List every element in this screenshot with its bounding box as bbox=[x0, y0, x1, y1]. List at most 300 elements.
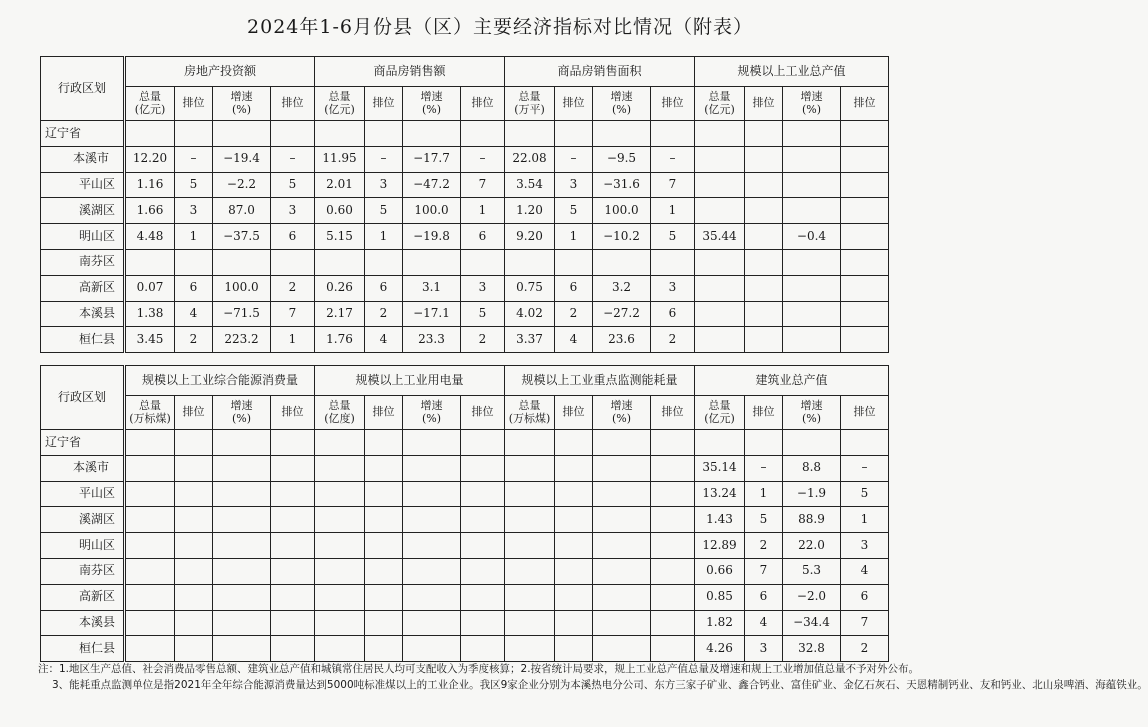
value-cell bbox=[175, 455, 213, 481]
value-cell: 32.8 bbox=[783, 636, 841, 662]
value-cell bbox=[841, 172, 889, 198]
value-cell: – bbox=[745, 455, 783, 481]
value-cell bbox=[271, 249, 315, 275]
value-cell bbox=[695, 121, 745, 147]
value-cell bbox=[651, 455, 695, 481]
value-cell: 1 bbox=[555, 224, 593, 250]
value-cell bbox=[505, 610, 555, 636]
table-row bbox=[41, 172, 889, 198]
value-cell bbox=[695, 430, 745, 456]
column-header-line: 总量 bbox=[139, 398, 161, 412]
column-header-line: 排位 bbox=[562, 405, 585, 419]
value-cell: −37.5 bbox=[213, 224, 271, 250]
value-cell bbox=[125, 249, 175, 275]
section-header: 建筑业总产值 bbox=[695, 366, 889, 396]
value-cell: – bbox=[461, 146, 505, 172]
value-cell: 0.66 bbox=[695, 558, 745, 584]
column-header-line: 排位 bbox=[471, 405, 494, 419]
value-cell: 3.54 bbox=[505, 172, 555, 198]
value-cell bbox=[505, 430, 555, 456]
value-cell: 6 bbox=[745, 584, 783, 610]
value-cell bbox=[555, 507, 593, 533]
value-cell bbox=[505, 455, 555, 481]
column-header-line: 增速 bbox=[420, 89, 443, 103]
column-header-line: (%) bbox=[611, 102, 632, 116]
column-header-line: 增速 bbox=[610, 398, 633, 412]
column-header-line: 排位 bbox=[752, 96, 775, 110]
column-header-line: 排位 bbox=[182, 96, 205, 110]
column-header-line: 总量 bbox=[139, 89, 161, 103]
column-header-line: (亿度) bbox=[324, 411, 355, 425]
column-header bbox=[651, 87, 695, 121]
value-cell bbox=[403, 507, 461, 533]
value-cell bbox=[213, 558, 271, 584]
value-cell: 2 bbox=[555, 301, 593, 327]
column-header-line: 增速 bbox=[610, 89, 633, 103]
column-header-line: 排位 bbox=[281, 405, 304, 419]
value-cell bbox=[365, 610, 403, 636]
value-cell bbox=[271, 430, 315, 456]
value-cell bbox=[213, 249, 271, 275]
column-header bbox=[841, 87, 889, 121]
value-cell: 3.1 bbox=[403, 275, 461, 301]
value-cell: 1 bbox=[841, 507, 889, 533]
value-cell bbox=[403, 481, 461, 507]
section-header: 商品房销售面积 bbox=[505, 57, 695, 87]
column-header-line: 总量 bbox=[518, 398, 541, 412]
value-cell: 6 bbox=[841, 584, 889, 610]
value-cell: 4 bbox=[745, 610, 783, 636]
column-header-line: 总量 bbox=[328, 89, 351, 103]
column-header-line: 增速 bbox=[800, 89, 823, 103]
value-cell: 6 bbox=[271, 224, 315, 250]
region-cell: 桓仁县 bbox=[41, 327, 125, 353]
column-header-line: 增速 bbox=[230, 398, 253, 412]
value-cell: 4 bbox=[175, 301, 213, 327]
value-cell: 0.60 bbox=[315, 198, 365, 224]
value-cell bbox=[841, 327, 889, 353]
value-cell bbox=[841, 301, 889, 327]
value-cell bbox=[213, 430, 271, 456]
value-cell bbox=[403, 533, 461, 559]
value-cell bbox=[125, 507, 175, 533]
value-cell bbox=[651, 636, 695, 662]
value-cell bbox=[213, 455, 271, 481]
value-cell: 0.85 bbox=[695, 584, 745, 610]
value-cell: – bbox=[271, 146, 315, 172]
value-cell bbox=[125, 584, 175, 610]
value-cell bbox=[403, 430, 461, 456]
value-cell: 2 bbox=[461, 327, 505, 353]
value-cell bbox=[271, 584, 315, 610]
column-header bbox=[125, 87, 175, 121]
value-cell bbox=[315, 121, 365, 147]
value-cell bbox=[593, 558, 651, 584]
value-cell bbox=[745, 172, 783, 198]
value-cell bbox=[461, 481, 505, 507]
value-cell: 1.76 bbox=[315, 327, 365, 353]
region-cell: 本溪市 bbox=[41, 455, 125, 481]
value-cell bbox=[315, 533, 365, 559]
column-header bbox=[213, 396, 271, 430]
region-header: 行政区划 bbox=[41, 366, 125, 430]
value-cell: 5 bbox=[651, 224, 695, 250]
value-cell bbox=[365, 533, 403, 559]
column-header-line: (%) bbox=[801, 102, 822, 116]
value-cell: 1.43 bbox=[695, 507, 745, 533]
value-cell bbox=[695, 146, 745, 172]
value-cell: 2 bbox=[365, 301, 403, 327]
value-cell: 3 bbox=[175, 198, 213, 224]
value-cell bbox=[593, 430, 651, 456]
value-cell: 13.24 bbox=[695, 481, 745, 507]
value-cell: 1.16 bbox=[125, 172, 175, 198]
region-cell: 桓仁县 bbox=[41, 636, 125, 662]
value-cell: 2 bbox=[745, 533, 783, 559]
value-cell bbox=[403, 455, 461, 481]
value-cell: 4 bbox=[841, 558, 889, 584]
column-header-line: 总量 bbox=[328, 398, 351, 412]
footnotes bbox=[38, 661, 1148, 693]
value-cell bbox=[271, 533, 315, 559]
value-cell: 5 bbox=[745, 507, 783, 533]
value-cell: −1.9 bbox=[783, 481, 841, 507]
value-cell bbox=[315, 610, 365, 636]
value-cell: 5 bbox=[175, 172, 213, 198]
region-cell: 辽宁省 bbox=[41, 121, 125, 147]
value-cell: −31.6 bbox=[593, 172, 651, 198]
value-cell bbox=[315, 558, 365, 584]
table-row bbox=[41, 327, 889, 353]
value-cell: 100.0 bbox=[213, 275, 271, 301]
value-cell: 100.0 bbox=[403, 198, 461, 224]
value-cell: −17.1 bbox=[403, 301, 461, 327]
value-cell: – bbox=[365, 146, 403, 172]
value-cell bbox=[745, 146, 783, 172]
value-cell bbox=[783, 249, 841, 275]
value-cell bbox=[213, 121, 271, 147]
value-cell bbox=[365, 455, 403, 481]
table-row bbox=[41, 275, 889, 301]
value-cell bbox=[505, 533, 555, 559]
column-header bbox=[315, 396, 365, 430]
value-cell bbox=[841, 198, 889, 224]
value-cell bbox=[271, 610, 315, 636]
column-header-line: 排位 bbox=[661, 405, 684, 419]
value-cell bbox=[783, 327, 841, 353]
value-cell: 3 bbox=[745, 636, 783, 662]
column-header-line: (%) bbox=[801, 411, 822, 425]
column-header-line: 排位 bbox=[372, 405, 395, 419]
value-cell bbox=[783, 198, 841, 224]
value-cell bbox=[125, 430, 175, 456]
column-header-line: 排位 bbox=[471, 96, 494, 110]
value-cell bbox=[555, 481, 593, 507]
value-cell bbox=[461, 533, 505, 559]
column-header-line: 排位 bbox=[372, 96, 395, 110]
value-cell bbox=[175, 636, 213, 662]
value-cell: 2 bbox=[841, 636, 889, 662]
column-header-line: (%) bbox=[421, 411, 442, 425]
column-header-line: 排位 bbox=[562, 96, 585, 110]
value-cell bbox=[315, 481, 365, 507]
value-cell: 0.75 bbox=[505, 275, 555, 301]
value-cell bbox=[593, 507, 651, 533]
value-cell bbox=[745, 301, 783, 327]
value-cell: 23.3 bbox=[403, 327, 461, 353]
value-cell: 1 bbox=[461, 198, 505, 224]
page-title: 2024年1-6月份县（区）主要经济指标对比情况（附表） bbox=[247, 16, 753, 38]
value-cell bbox=[695, 249, 745, 275]
value-cell bbox=[593, 121, 651, 147]
table-row bbox=[41, 301, 889, 327]
value-cell bbox=[403, 610, 461, 636]
region-cell: 本溪县 bbox=[41, 610, 125, 636]
column-header-line: (%) bbox=[231, 411, 252, 425]
table-row bbox=[41, 610, 889, 636]
value-cell bbox=[841, 146, 889, 172]
table-row bbox=[41, 249, 889, 275]
value-cell: 35.44 bbox=[695, 224, 745, 250]
value-cell bbox=[175, 481, 213, 507]
value-cell bbox=[315, 584, 365, 610]
value-cell: 4 bbox=[555, 327, 593, 353]
value-cell bbox=[403, 636, 461, 662]
table-row bbox=[41, 198, 889, 224]
value-cell bbox=[403, 121, 461, 147]
value-cell bbox=[461, 430, 505, 456]
column-header bbox=[651, 396, 695, 430]
region-cell: 本溪市 bbox=[41, 146, 125, 172]
column-header bbox=[403, 87, 461, 121]
column-header bbox=[593, 87, 651, 121]
value-cell bbox=[593, 481, 651, 507]
table-row bbox=[41, 224, 889, 250]
value-cell bbox=[213, 481, 271, 507]
column-header-line: 总量 bbox=[708, 89, 731, 103]
value-cell bbox=[651, 610, 695, 636]
value-cell: −0.4 bbox=[783, 224, 841, 250]
value-cell bbox=[213, 610, 271, 636]
value-cell: 6 bbox=[555, 275, 593, 301]
value-cell: 88.9 bbox=[783, 507, 841, 533]
value-cell bbox=[505, 481, 555, 507]
region-cell: 平山区 bbox=[41, 481, 125, 507]
region-cell: 高新区 bbox=[41, 275, 125, 301]
value-cell bbox=[271, 507, 315, 533]
section-header: 规模以上工业综合能源消费量 bbox=[125, 366, 315, 396]
column-header-line: 排位 bbox=[661, 96, 684, 110]
value-cell bbox=[461, 558, 505, 584]
value-cell bbox=[365, 249, 403, 275]
value-cell bbox=[783, 146, 841, 172]
value-cell bbox=[841, 121, 889, 147]
column-header-line: 排位 bbox=[853, 405, 876, 419]
value-cell bbox=[175, 430, 213, 456]
value-cell: 23.6 bbox=[593, 327, 651, 353]
value-cell bbox=[125, 455, 175, 481]
value-cell bbox=[555, 636, 593, 662]
region-cell: 溪湖区 bbox=[41, 198, 125, 224]
value-cell bbox=[745, 249, 783, 275]
value-cell bbox=[593, 584, 651, 610]
value-cell bbox=[593, 610, 651, 636]
value-cell: 5 bbox=[461, 301, 505, 327]
value-cell bbox=[695, 198, 745, 224]
column-header-line: 总量 bbox=[708, 398, 731, 412]
value-cell: −9.5 bbox=[593, 146, 651, 172]
value-cell bbox=[505, 507, 555, 533]
value-cell bbox=[745, 224, 783, 250]
section-header: 规模以上工业总产值 bbox=[695, 57, 889, 87]
value-cell: 3 bbox=[555, 172, 593, 198]
column-header-line: 排位 bbox=[182, 405, 205, 419]
column-header bbox=[365, 396, 403, 430]
column-header-line: 增速 bbox=[230, 89, 253, 103]
value-cell bbox=[555, 558, 593, 584]
value-cell bbox=[175, 533, 213, 559]
value-cell bbox=[213, 584, 271, 610]
region-cell: 南芬区 bbox=[41, 558, 125, 584]
value-cell: 12.20 bbox=[125, 146, 175, 172]
value-cell bbox=[841, 275, 889, 301]
value-cell bbox=[651, 533, 695, 559]
value-cell: 22.0 bbox=[783, 533, 841, 559]
value-cell: 1.20 bbox=[505, 198, 555, 224]
region-cell: 明山区 bbox=[41, 224, 125, 250]
value-cell bbox=[651, 121, 695, 147]
value-cell: 6 bbox=[461, 224, 505, 250]
value-cell bbox=[745, 430, 783, 456]
value-cell bbox=[783, 121, 841, 147]
value-cell bbox=[651, 430, 695, 456]
table-row bbox=[41, 507, 889, 533]
value-cell: 7 bbox=[271, 301, 315, 327]
value-cell: −47.2 bbox=[403, 172, 461, 198]
column-header-line: (%) bbox=[421, 102, 442, 116]
value-cell bbox=[461, 455, 505, 481]
region-header: 行政区划 bbox=[41, 57, 125, 121]
region-cell: 平山区 bbox=[41, 172, 125, 198]
value-cell bbox=[315, 636, 365, 662]
value-cell: 22.08 bbox=[505, 146, 555, 172]
value-cell: 1 bbox=[271, 327, 315, 353]
value-cell bbox=[125, 610, 175, 636]
column-header bbox=[365, 87, 403, 121]
column-header-line: (万标煤) bbox=[129, 411, 171, 425]
value-cell: 5 bbox=[365, 198, 403, 224]
value-cell bbox=[555, 533, 593, 559]
value-cell bbox=[461, 249, 505, 275]
value-cell bbox=[403, 249, 461, 275]
value-cell bbox=[365, 121, 403, 147]
value-cell bbox=[555, 455, 593, 481]
value-cell: 3 bbox=[841, 533, 889, 559]
value-cell: 3.2 bbox=[593, 275, 651, 301]
value-cell bbox=[175, 121, 213, 147]
value-cell bbox=[745, 327, 783, 353]
column-header bbox=[125, 396, 175, 430]
value-cell bbox=[593, 249, 651, 275]
value-cell bbox=[505, 558, 555, 584]
value-cell: 3 bbox=[271, 198, 315, 224]
value-cell bbox=[783, 275, 841, 301]
section-header: 商品房销售额 bbox=[315, 57, 505, 87]
table-row bbox=[41, 636, 889, 662]
value-cell: 4.48 bbox=[125, 224, 175, 250]
value-cell bbox=[555, 430, 593, 456]
value-cell bbox=[505, 249, 555, 275]
value-cell bbox=[651, 507, 695, 533]
value-cell: 8.8 bbox=[783, 455, 841, 481]
column-header bbox=[175, 87, 213, 121]
value-cell bbox=[271, 636, 315, 662]
value-cell bbox=[365, 636, 403, 662]
region-cell: 明山区 bbox=[41, 533, 125, 559]
value-cell bbox=[271, 481, 315, 507]
value-cell bbox=[593, 533, 651, 559]
value-cell: 7 bbox=[745, 558, 783, 584]
value-cell bbox=[461, 610, 505, 636]
value-cell bbox=[365, 430, 403, 456]
table-row bbox=[41, 121, 889, 147]
value-cell bbox=[315, 249, 365, 275]
value-cell bbox=[365, 584, 403, 610]
column-header-line: (亿元) bbox=[704, 102, 735, 116]
value-cell bbox=[783, 301, 841, 327]
value-cell: 4.02 bbox=[505, 301, 555, 327]
value-cell: 7 bbox=[461, 172, 505, 198]
value-cell: 3 bbox=[651, 275, 695, 301]
value-cell bbox=[271, 455, 315, 481]
value-cell: 12.89 bbox=[695, 533, 745, 559]
column-header bbox=[695, 396, 745, 430]
column-header bbox=[271, 396, 315, 430]
value-cell bbox=[403, 558, 461, 584]
column-header-line: (亿元) bbox=[704, 411, 735, 425]
footnote-1: 注：1.地区生产总值、社会消费品零售总额、建筑业总产值和城镇常住居民人均可支配收入为季度核算；2.按省统计局要求，规上工业总产值总量及增速和规上工业增加值总量不予对外公布。 bbox=[38, 663, 920, 675]
value-cell: 35.14 bbox=[695, 455, 745, 481]
value-cell: – bbox=[555, 146, 593, 172]
value-cell bbox=[271, 121, 315, 147]
column-header-line: (亿元) bbox=[134, 102, 166, 116]
value-cell: 3 bbox=[365, 172, 403, 198]
value-cell bbox=[695, 301, 745, 327]
value-cell: 9.20 bbox=[505, 224, 555, 250]
table-row bbox=[41, 455, 889, 481]
table-row bbox=[41, 481, 889, 507]
value-cell: 5.15 bbox=[315, 224, 365, 250]
region-cell: 本溪县 bbox=[41, 301, 125, 327]
value-cell: −71.5 bbox=[213, 301, 271, 327]
value-cell bbox=[461, 636, 505, 662]
value-cell bbox=[695, 172, 745, 198]
column-header bbox=[461, 87, 505, 121]
value-cell bbox=[125, 481, 175, 507]
value-cell: 1.66 bbox=[125, 198, 175, 224]
value-cell bbox=[213, 636, 271, 662]
column-header-line: 排位 bbox=[752, 405, 775, 419]
value-cell bbox=[651, 584, 695, 610]
value-cell bbox=[783, 172, 841, 198]
value-cell bbox=[175, 507, 213, 533]
section-header: 规模以上工业重点监测能耗量 bbox=[505, 366, 695, 396]
value-cell: 3 bbox=[461, 275, 505, 301]
column-header-line: (万标煤) bbox=[508, 411, 551, 425]
value-cell bbox=[125, 558, 175, 584]
value-cell bbox=[505, 584, 555, 610]
value-cell: 2 bbox=[175, 327, 213, 353]
